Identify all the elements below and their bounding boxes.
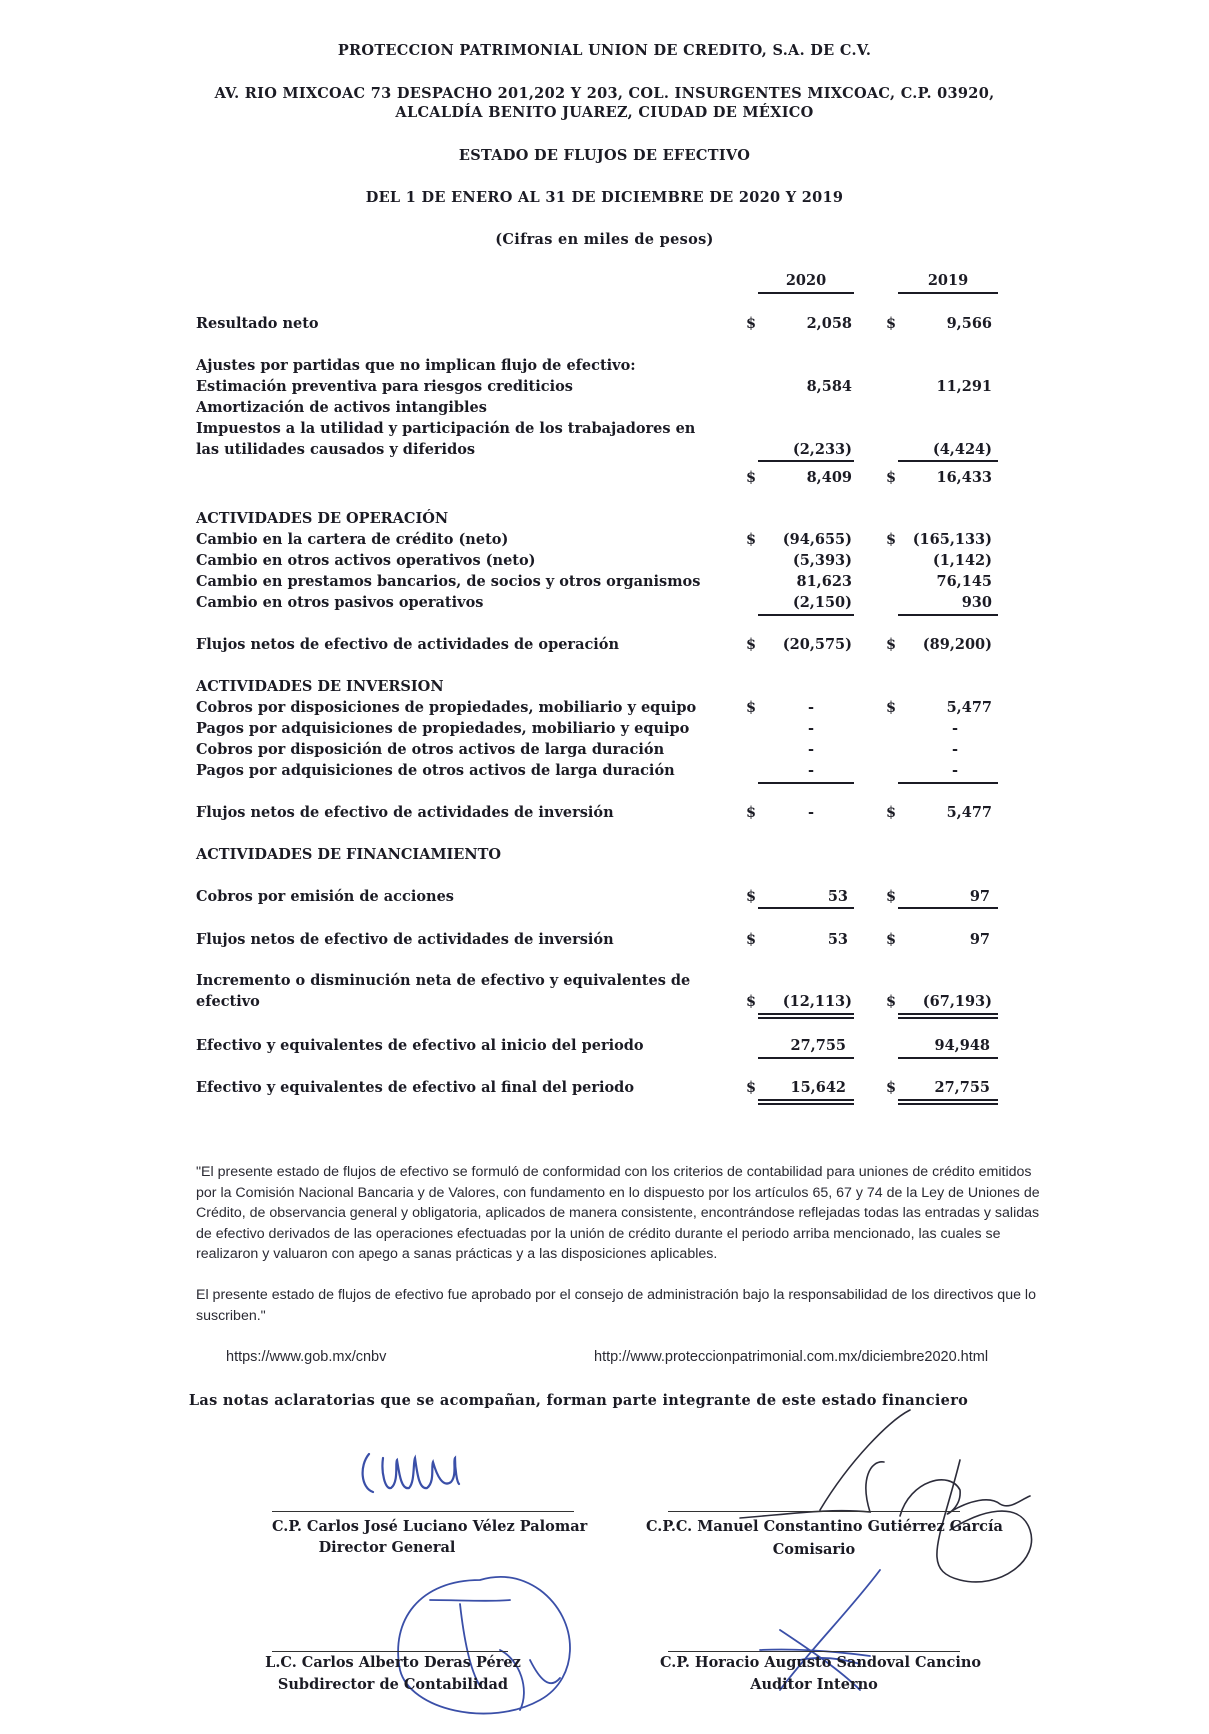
- row-amortizacion: [196, 399, 1006, 421]
- value-2019: 16,433: [936, 469, 992, 486]
- value-2019: 5,477: [946, 804, 992, 821]
- value-2020: -: [807, 762, 814, 779]
- value-2020: -: [807, 699, 814, 716]
- row-ajustes-title: [196, 357, 1006, 379]
- row-label: Cambio en otros pasivos operativos: [196, 594, 484, 611]
- currency-sign: $: [885, 531, 897, 548]
- value-2019: (165,133): [912, 531, 992, 548]
- value-2019: 930: [961, 594, 992, 611]
- units-note: (Cifras en miles de pesos): [495, 231, 714, 248]
- value-2020: (2,233): [792, 441, 852, 458]
- address-line-2: ALCALDÍA BENITO JUAREZ, CIUDAD DE MÉXICO: [395, 104, 814, 121]
- value-2020: (12,113): [782, 993, 852, 1010]
- currency-sign: $: [745, 931, 757, 948]
- section-label: ACTIVIDADES DE INVERSION: [196, 678, 444, 695]
- row-efectivo-final: [196, 1079, 1006, 1101]
- signatory-role-director: Director General: [318, 1539, 456, 1556]
- signature-subdirector-graphic: [380, 1560, 600, 1730]
- financiamiento-underline-2020: [758, 907, 854, 909]
- row-impuestos-2: [196, 441, 1006, 463]
- currency-sign: $: [885, 888, 897, 905]
- final-double-underline-2019-b: [898, 1103, 998, 1105]
- address-line-1: AV. RIO MIXCOAC 73 DESPACHO 201,202 Y 203, COL. INSURGENTES MIXCOAC, C.P. 03920,: [214, 85, 995, 102]
- inicio-underline-2019: [898, 1057, 998, 1059]
- row-prestamos: [196, 573, 1006, 595]
- cnbv-link[interactable]: https://www.gob.mx/cnbv: [226, 1349, 387, 1365]
- row-incremento-1: [196, 972, 1006, 994]
- row-label: Cambio en prestamos bancarios, de socios y otros organismos: [196, 573, 701, 590]
- currency-sign: $: [745, 636, 757, 653]
- currency-sign: $: [745, 469, 757, 486]
- currency-sign: $: [885, 469, 897, 486]
- value-2019: -: [951, 762, 958, 779]
- inversion-underline-2019: [898, 782, 998, 784]
- value-2020: -: [807, 720, 814, 737]
- subtotal-underline-2019: [898, 460, 998, 462]
- row-label: Flujos netos de efectivo de actividades de inversión: [196, 931, 614, 948]
- column-header-2019: 2019: [927, 272, 969, 289]
- row-label: Cambio en la cartera de crédito (neto): [196, 531, 509, 548]
- value-2020: (20,575): [782, 636, 852, 653]
- signatory-name-director: C.P. Carlos José Luciano Vélez Palomar: [272, 1518, 588, 1535]
- final-double-underline-2020-b: [758, 1103, 854, 1105]
- value-2020: 81,623: [796, 573, 852, 590]
- row-label: Resultado neto: [196, 315, 319, 332]
- row-flujos-financiamiento: [196, 931, 1006, 953]
- currency-sign: $: [885, 804, 897, 821]
- row-cartera: [196, 531, 1006, 553]
- row-label: Pagos por adquisiciones de otros activos de larga duración: [196, 762, 675, 779]
- section-inversion-title: [196, 678, 1006, 700]
- value-2020: (5,393): [792, 552, 852, 569]
- section-operacion-title: [196, 510, 1006, 532]
- value-2019: 97: [969, 888, 990, 905]
- value-2020: -: [807, 741, 814, 758]
- currency-sign: $: [745, 531, 757, 548]
- row-impuestos-1: [196, 420, 1006, 442]
- row-label: Impuestos a la utilidad y participación de los trabajadores en: [196, 420, 696, 437]
- statement-period: DEL 1 DE ENERO AL 31 DE DICIEMBRE DE 2020 Y 2019: [365, 189, 844, 206]
- row-label: Incremento o disminución neta de efectivo y equivalentes de: [196, 972, 691, 989]
- row-label: Cambio en otros activos operativos (neto): [196, 552, 536, 569]
- value-2019: (4,424): [932, 441, 992, 458]
- currency-sign: $: [745, 1079, 757, 1096]
- row-flujos-inversion: [196, 804, 1006, 826]
- row-label: Ajustes por partidas que no implican flujo de efectivo:: [196, 357, 636, 374]
- value-2020: 27,755: [790, 1037, 846, 1054]
- signatory-name-subdirector: L.C. Carlos Alberto Deras Pérez: [265, 1654, 521, 1671]
- signature-line-auditor: [668, 1651, 960, 1652]
- currency-sign: $: [745, 699, 757, 716]
- company-link[interactable]: http://www.proteccionpatrimonial.com.mx/diciembre2020.html: [594, 1349, 989, 1365]
- company-name: PROTECCION PATRIMONIAL UNION DE CREDITO, S.A. DE C.V.: [337, 42, 872, 59]
- value-2019: (89,200): [922, 636, 992, 653]
- signatory-name-auditor: C.P. Horacio Augusto Sandoval Cancino: [660, 1654, 982, 1671]
- footer-note: Las notas aclaratorias que se acompañan, forman parte integrante de este estado financiero: [188, 1392, 969, 1409]
- row-label: Cobros por emisión de acciones: [196, 888, 454, 905]
- row-label: Efectivo y equivalentes de efectivo al final del periodo: [196, 1079, 634, 1096]
- value-2019: 5,477: [946, 699, 992, 716]
- row-cobros-propiedades: [196, 699, 1006, 721]
- row-label: Efectivo y equivalentes de efectivo al inicio del periodo: [196, 1037, 644, 1054]
- row-label: efectivo: [196, 993, 260, 1010]
- final-double-underline-2020-a: [758, 1099, 854, 1101]
- incremento-double-underline-2020-a: [758, 1013, 854, 1015]
- inversion-underline-2020: [758, 782, 854, 784]
- row-otros-pasivos: [196, 594, 1006, 616]
- currency-sign: $: [885, 699, 897, 716]
- value-2019: 94,948: [934, 1037, 990, 1054]
- column-underline-2019: [898, 292, 998, 294]
- row-label: Cobros por disposición de otros activos de larga duración: [196, 741, 665, 758]
- subtotal-underline-2020: [758, 460, 854, 462]
- row-label: Estimación preventiva para riesgos crediticios: [196, 378, 573, 395]
- value-2020: (2,150): [792, 594, 852, 611]
- value-2020: 53: [827, 931, 848, 948]
- operacion-underline-2020: [758, 614, 854, 616]
- row-cobros-larga: [196, 741, 1006, 763]
- currency-sign: $: [745, 804, 757, 821]
- row-label: Amortización de activos intangibles: [196, 399, 487, 416]
- value-2020: 2,058: [806, 315, 852, 332]
- value-2020: 53: [827, 888, 848, 905]
- row-flujos-operacion: [196, 636, 1006, 658]
- signatory-role-subdirector: Subdirector de Contabilidad: [277, 1676, 509, 1693]
- column-header-2020: 2020: [785, 272, 827, 289]
- currency-sign: $: [885, 315, 897, 332]
- currency-sign: $: [885, 993, 897, 1010]
- currency-sign: $: [885, 931, 897, 948]
- row-resultado-neto: [196, 315, 1006, 337]
- section-financiamiento-title: [196, 846, 1006, 868]
- value-2019: 97: [969, 931, 990, 948]
- inicio-underline-2020: [758, 1057, 854, 1059]
- signatory-role-auditor: Auditor Interno: [750, 1676, 878, 1693]
- value-2020: (94,655): [782, 531, 852, 548]
- row-estimacion: [196, 378, 1006, 400]
- value-2019: 9,566: [946, 315, 992, 332]
- row-label: las utilidades causados y diferidos: [196, 441, 476, 458]
- row-otros-activos: [196, 552, 1006, 574]
- currency-sign: $: [745, 888, 757, 905]
- currency-sign: $: [745, 315, 757, 332]
- value-2020: 8,409: [806, 469, 852, 486]
- row-subtotal-ajustes: [196, 469, 1006, 491]
- value-2019: 27,755: [934, 1079, 990, 1096]
- section-label: ACTIVIDADES DE FINANCIAMIENTO: [196, 846, 502, 863]
- column-underline-2020: [758, 292, 854, 294]
- incremento-double-underline-2020-b: [758, 1017, 854, 1019]
- incremento-double-underline-2019-a: [898, 1013, 998, 1015]
- row-efectivo-inicio: [196, 1037, 1006, 1059]
- row-emision-acciones: [196, 888, 1006, 910]
- legal-note-paragraph-1: "El presente estado de flujos de efectivo se formuló de conformidad con los criterios de contabilidad para uniones de crédito emitidos por la Comisión Nacional Bancaria y de Valores, con fundamento en lo dispuesto por los artículos 65, 67 y 74 de la Ley de Uniones de Crédito, de observancia general y obligatoria, aplicados de manera consistente, encontrándose reflejadas todas las entradas y salidas de efectivo derivados de las operaciones efectuadas por la unión de crédito durante el periodo arriba mencionado, las cuales se realizaron y valuaron con apego a sanas prácticas y a las disposiciones aplicables.: [196, 1164, 1040, 1262]
- value-2020: 8,584: [806, 378, 852, 395]
- currency-sign: $: [745, 993, 757, 1010]
- value-2019: 76,145: [936, 573, 992, 590]
- row-pagos-larga: [196, 762, 1006, 784]
- financiamiento-underline-2019: [898, 907, 998, 909]
- row-pagos-propiedades: [196, 720, 1006, 742]
- value-2019: (1,142): [932, 552, 992, 569]
- section-label: ACTIVIDADES DE OPERACIÓN: [196, 510, 449, 527]
- row-label: Cobros por disposiciones de propiedades, mobiliario y equipo: [196, 699, 697, 716]
- incremento-double-underline-2019-b: [898, 1017, 998, 1019]
- operacion-underline-2019: [898, 614, 998, 616]
- signature-line-comisario: [668, 1511, 960, 1512]
- value-2019: -: [951, 741, 958, 758]
- row-incremento-2: [196, 993, 1006, 1015]
- signature-line-director: [272, 1511, 574, 1512]
- value-2019: 11,291: [936, 378, 992, 395]
- value-2019: -: [951, 720, 958, 737]
- row-label: Flujos netos de efectivo de actividades de operación: [196, 636, 620, 653]
- currency-sign: $: [885, 636, 897, 653]
- value-2019: (67,193): [922, 993, 992, 1010]
- statement-title: ESTADO DE FLUJOS DE EFECTIVO: [458, 147, 751, 164]
- signature-line-subdirector: [272, 1651, 508, 1652]
- currency-sign: $: [885, 1079, 897, 1096]
- legal-note-paragraph-2: El presente estado de flujos de efectivo fue aprobado por el consejo de administración bajo la responsabilidad de los directivos que lo suscriben.": [196, 1287, 1036, 1324]
- final-double-underline-2019-a: [898, 1099, 998, 1101]
- value-2020: 15,642: [790, 1079, 846, 1096]
- row-label: Flujos netos de efectivo de actividades de inversión: [196, 804, 614, 821]
- signature-director-graphic: [355, 1432, 495, 1502]
- value-2020: -: [807, 804, 814, 821]
- signatory-role-comisario: Comisario: [772, 1541, 856, 1558]
- signatory-name-comisario: C.P.C. Manuel Constantino Gutiérrez García: [646, 1518, 1003, 1535]
- row-label: Pagos por adquisiciones de propiedades, mobiliario y equipo: [196, 720, 690, 737]
